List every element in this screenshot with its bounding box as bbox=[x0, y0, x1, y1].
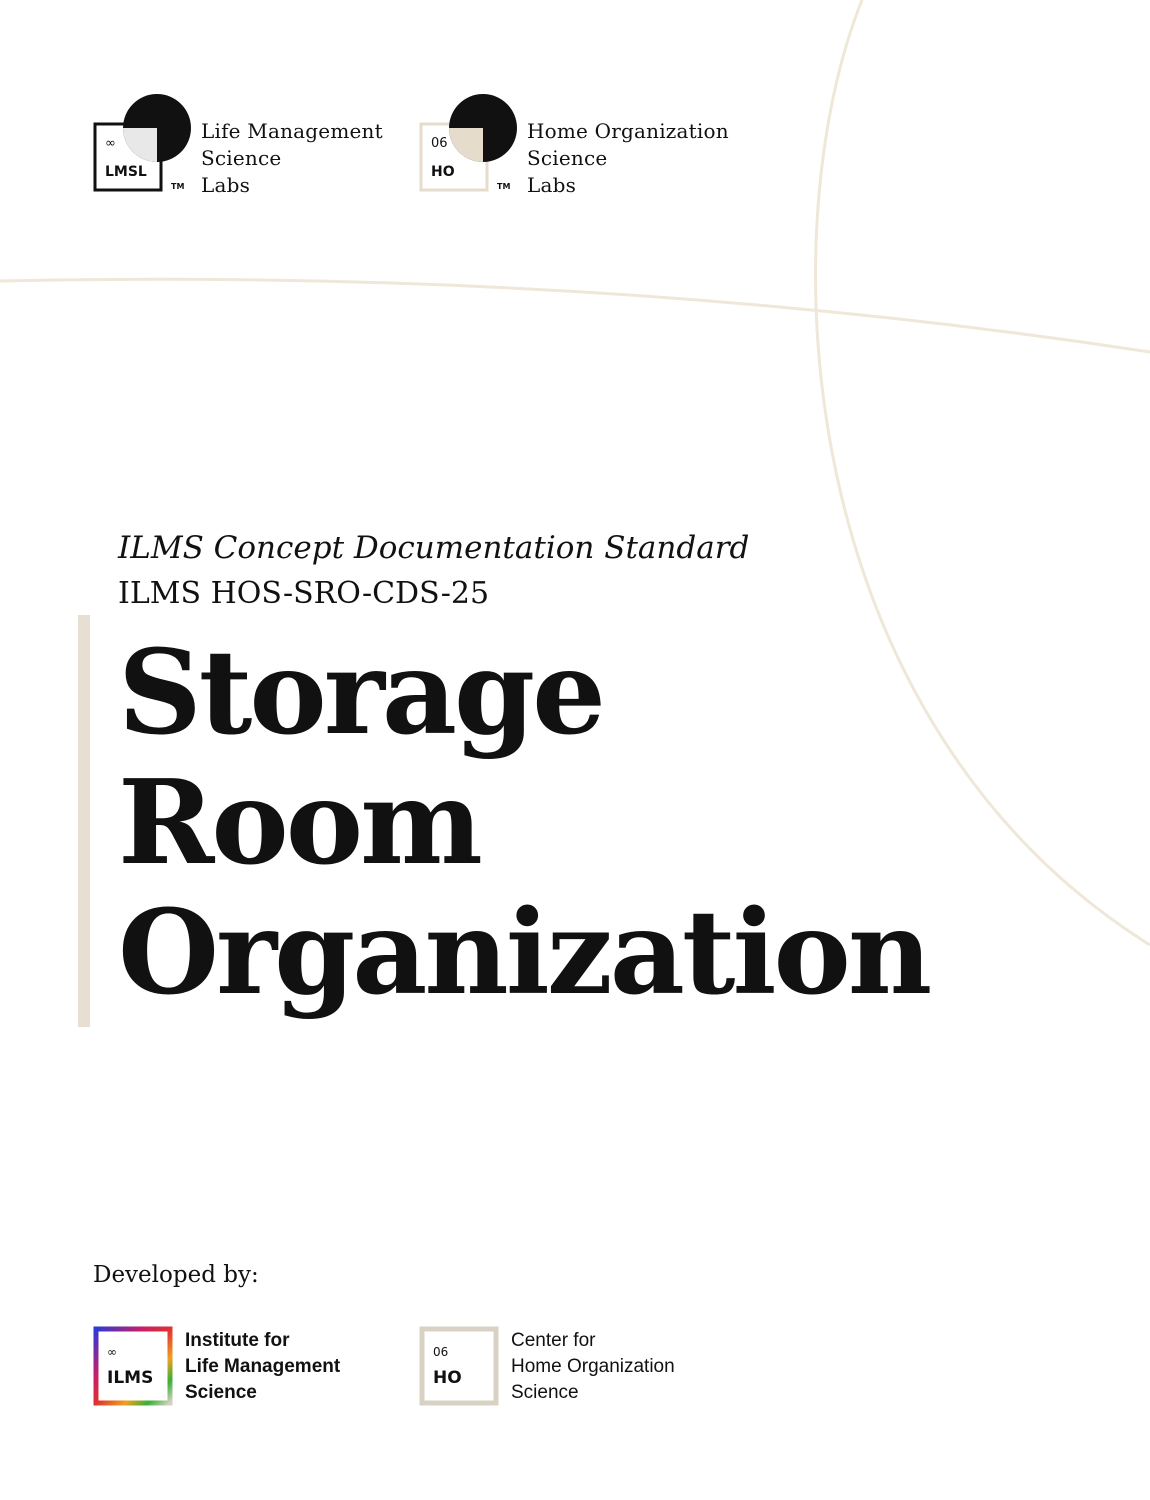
trademark-mark: TM bbox=[171, 182, 185, 191]
ho-name: Home Organization Science Labs bbox=[527, 119, 729, 197]
document-title-line-1: Storage bbox=[118, 625, 603, 761]
ilms-logo bbox=[93, 1326, 393, 1408]
document-title-line-3: Organization bbox=[118, 885, 930, 1021]
standard-name: ILMS Concept Documentation Standard bbox=[118, 530, 750, 566]
infinity-icon: ∞ bbox=[105, 136, 116, 151]
title-accent-bar bbox=[78, 615, 90, 1027]
ho-number: 06 bbox=[433, 1345, 449, 1359]
document-title-line-2: Room bbox=[118, 755, 480, 891]
ho-logo bbox=[419, 92, 739, 202]
infinity-icon: ∞ bbox=[107, 1345, 117, 1359]
trademark-mark: TM bbox=[497, 182, 511, 191]
standard-code: ILMS HOS-SRO-CDS-25 bbox=[118, 576, 490, 611]
developed-by-label: Developed by: bbox=[93, 1262, 259, 1288]
lmsl-name: Life Management Science Labs bbox=[201, 119, 383, 197]
lmsl-logo-mark bbox=[93, 92, 203, 202]
ilms-name: Institute for Life Management Science bbox=[185, 1330, 341, 1403]
lmsl-logo bbox=[93, 92, 393, 202]
ho-center-logo-mark bbox=[419, 1326, 499, 1406]
ho-center-name: Center for Home Organization Science bbox=[511, 1330, 675, 1403]
ho-number: 06 bbox=[431, 136, 448, 151]
ho-code: HO bbox=[431, 164, 455, 180]
ho-logo-mark bbox=[419, 92, 529, 202]
ho-center-logo bbox=[419, 1326, 719, 1408]
ilms-logo-mark bbox=[93, 1326, 173, 1406]
ilms-code: ILMS bbox=[107, 1368, 154, 1388]
ho-center-code: HO bbox=[433, 1368, 462, 1388]
lmsl-code: LMSL bbox=[105, 164, 147, 180]
